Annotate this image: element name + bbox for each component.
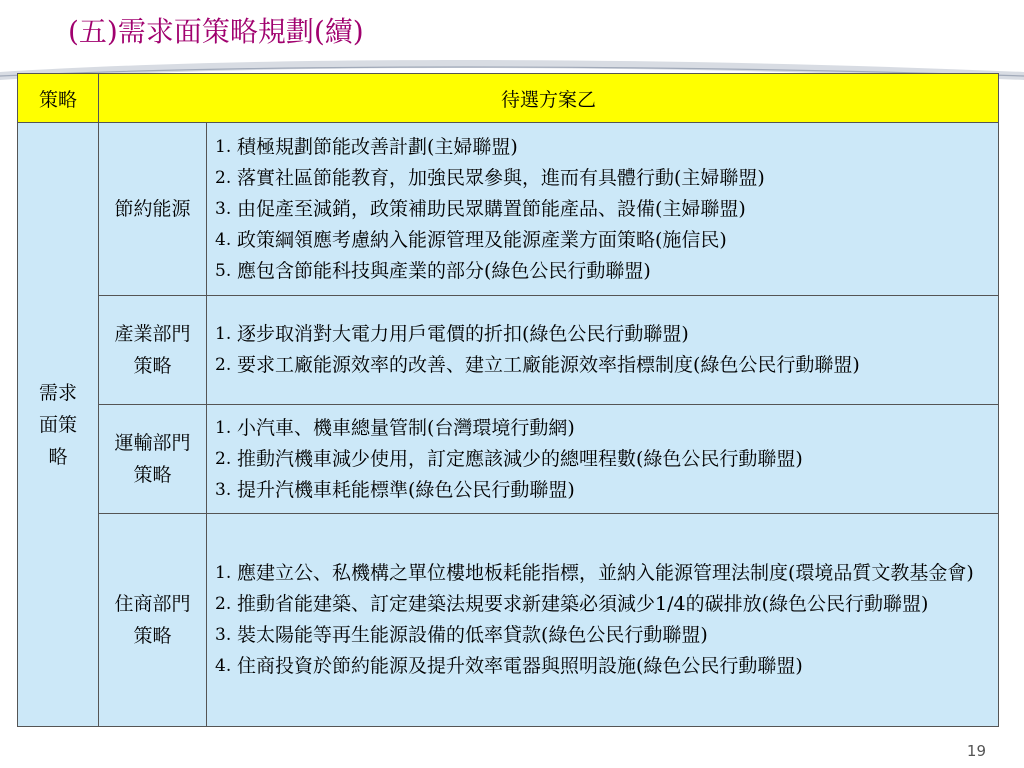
list-item: 3. 裝太陽能等再生能源設備的低率貸款(綠色公民行動聯盟): [215, 624, 708, 646]
table-row: [18, 514, 999, 727]
section-items: [207, 123, 999, 296]
section-name: 住商部門 策略: [114, 593, 191, 647]
section-name-cell: [99, 405, 207, 514]
section-name: 節約能源: [114, 198, 191, 220]
table-row: [18, 296, 999, 405]
list-item: 1. 應建立公、私機構之單位樓地板耗能指標，並納入能源管理法制度(環境品質文教基金會): [215, 562, 974, 584]
section-items: [207, 514, 999, 727]
table-row: [18, 123, 999, 296]
list-item: 3. 提升汽機車耗能標準(綠色公民行動聯盟): [215, 478, 575, 501]
list-item: 5. 應包含節能科技與產業的部分(綠色公民行動聯盟): [215, 259, 651, 282]
list-item: 4. 住商投資於節約能源及提升效率電器與照明設施(綠色公民行動聯盟): [215, 655, 803, 677]
section-name-cell: [99, 514, 207, 727]
section-items: [207, 405, 999, 514]
list-item: 2. 落實社區節能教育，加強民眾參與，進而有具體行動(主婦聯盟): [215, 166, 765, 189]
section-name-cell: [99, 123, 207, 296]
header-plan: 待選方案乙: [99, 74, 999, 123]
table-row: [18, 405, 999, 514]
section-name: 運輸部門 策略: [114, 432, 191, 486]
list-item: 1. 積極規劃節能改善計劃(主婦聯盟): [215, 135, 518, 158]
strategy-table: [17, 73, 999, 727]
list-item: 4. 政策綱領應考慮納入能源管理及能源產業方面策略(施信民): [215, 228, 727, 251]
list-item: 2. 推動省能建築、訂定建築法規要求新建築必須減少1/4的碳排放(綠色公民行動聯盟): [215, 593, 929, 615]
section-name-cell: [99, 296, 207, 405]
category-label: 需求面策略: [38, 381, 77, 468]
list-item: 1. 逐步取消對大電力用戶電價的折扣(綠色公民行動聯盟): [215, 323, 689, 345]
page-number: 19: [966, 742, 986, 760]
list-item: 3. 由促產至減銷，政策補助民眾購置節能產品、設備(主婦聯盟): [215, 197, 746, 220]
list-item: 2. 要求工廠能源效率的改善、建立工廠能源效率指標制度(綠色公民行動聯盟): [215, 354, 860, 376]
list-item: 1. 小汽車、機車總量管制(台灣環境行動網): [215, 416, 575, 439]
header-strategy: 策略: [18, 74, 99, 123]
section-items: [207, 296, 999, 405]
slide-title: (五)需求面策略規劃(續): [68, 15, 364, 48]
list-item: 2. 推動汽機車減少使用，訂定應該減少的總哩程數(綠色公民行動聯盟): [215, 447, 803, 470]
section-name: 產業部門策略: [114, 323, 191, 377]
category-cell: [18, 123, 99, 727]
table-header-row: [18, 74, 999, 123]
